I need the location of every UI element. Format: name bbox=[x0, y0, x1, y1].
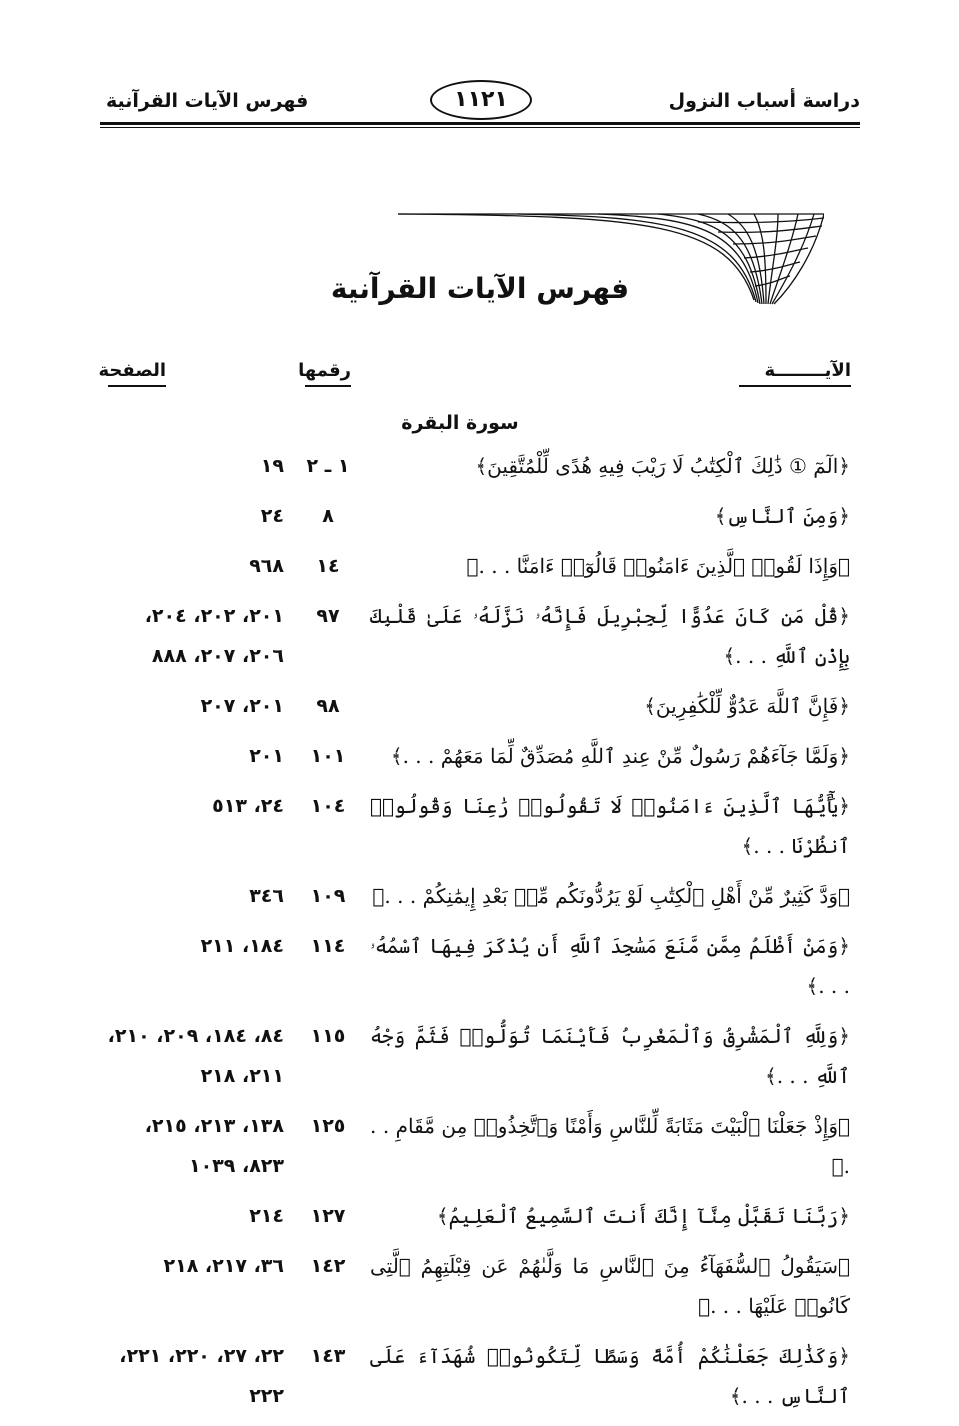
verse-text: ﴿قُلْ مَن كَانَ عَدُوًّا لِّجِبْرِيلَ فَإِنَّهُۥ نَزَّلَهُۥ عَلَىٰ قَلْبِكَ بِإِذْنِ ٱللَّهِ . . .﴾ bbox=[370, 604, 850, 668]
page-references: ٢٢، ٢٧، ٢٢٠، ٢٢١، ٢٢٢ bbox=[119, 1345, 284, 1407]
ayah-number: ٨ bbox=[322, 505, 334, 527]
ayah-number: ١٤ bbox=[316, 555, 340, 577]
column-header-ayah: الآيــــــــة bbox=[739, 360, 851, 387]
index-entry bbox=[100, 686, 860, 726]
page-references: ٢٤، ٥١٣ bbox=[212, 795, 284, 817]
verse-text: ﴿وَلِلَّهِ ٱلْمَشْرِقُ وَٱلْمَغْرِبُ فَأَيْنَمَا تُوَلُّوا۟ فَثَمَّ وَجْهُ ٱللَّهِ . . .﴾ bbox=[370, 1024, 850, 1088]
page-references: ٢٠١، ٢٠٧ bbox=[200, 695, 284, 717]
verse-text: ﴿وَكَذَٰلِكَ جَعَلْنَٰكُمْ أُمَّةً وَسَطًا لِّتَكُونُوا۟ شُهَدَآءَ عَلَى ٱلنَّاسِ . . .﴾ bbox=[370, 1344, 850, 1408]
index-entry bbox=[100, 926, 860, 1006]
page-references: ٢٠١، ٢٠٢، ٢٠٤، ٢٠٦، ٢٠٧، ٨٨٨ bbox=[144, 605, 284, 667]
ayah-number: ١٢٧ bbox=[310, 1205, 346, 1227]
column-header-number: رقمها bbox=[305, 360, 351, 387]
page-references: ٣٦، ٢١٧، ٢١٨ bbox=[163, 1255, 284, 1277]
index-entry bbox=[100, 876, 860, 916]
verse-index-list bbox=[100, 446, 860, 1426]
page-references: ١٣٨، ٢١٣، ٢١٥، ٨٢٣، ١٠٣٩ bbox=[144, 1115, 284, 1177]
page-references: ٨٤، ١٨٤، ٢٠٩، ٢١٠، ٢١١، ٢١٨ bbox=[107, 1025, 284, 1087]
verse-text: ﴿فَإِنَّ ٱللَّهَ عَدُوٌّ لِّلْكَٰفِرِينَ﴾ bbox=[644, 694, 850, 718]
page-references: ١٩ bbox=[260, 455, 284, 477]
verse-text: ﴿وَمِنَ ٱلنَّاسِ﴾ bbox=[714, 504, 850, 528]
page-references: ١٨٤، ٢١١ bbox=[200, 935, 284, 957]
ayah-number: ٩٨ bbox=[316, 695, 340, 717]
ayah-number: ١١٥ bbox=[310, 1025, 346, 1047]
book-title: دراسة أسباب النزول bbox=[668, 90, 860, 112]
ayah-number: ١٢٥ bbox=[310, 1115, 346, 1137]
ayah-number: ٩٧ bbox=[316, 605, 340, 627]
index-entry bbox=[100, 1246, 860, 1326]
column-header-page: الصفحة bbox=[108, 360, 166, 387]
surah-heading: سورة البقرة bbox=[401, 412, 519, 434]
verse-text: ﴿يَٰٓأَيُّهَا ٱلَّذِينَ ءَامَنُوا۟ لَا تَقُولُوا۟ رَٰعِنَا وَقُولُوا۟ ٱنظُرْنَا . . .﴾ bbox=[370, 794, 850, 858]
verse-text: ﴿وَلَمَّا جَآءَهُمْ رَسُولٌ مِّنْ عِندِ ٱللَّهِ مُصَدِّقٌ لِّمَا مَعَهُمْ . . .﴾ bbox=[390, 744, 850, 768]
index-entry bbox=[100, 496, 860, 536]
index-entry bbox=[100, 1196, 860, 1236]
page-references: ٢٠١ bbox=[249, 745, 284, 767]
page-number: ١١٢١ bbox=[430, 80, 532, 120]
ayah-number: ١٤٣ bbox=[310, 1345, 346, 1367]
ayah-number: ١١٤ bbox=[310, 935, 346, 957]
verse-text: ﴿وَمَنْ أَظْلَمُ مِمَّن مَّنَعَ مَسَٰجِدَ ٱللَّهِ أَن يُذْكَرَ فِيهَا ٱسْمُهُۥ . . .﴾ bbox=[370, 934, 850, 998]
verse-text: ﴿وَإِذْ جَعَلْنَا ٱلْبَيْتَ مَثَابَةً لِّلنَّاسِ وَأَمْنًا وَٱتَّخِذُوا۟ مِن مَّقَامِ . . .﴾ bbox=[370, 1114, 850, 1178]
index-entry bbox=[100, 1336, 860, 1416]
ayah-number: ١٠٤ bbox=[310, 795, 346, 817]
page-header bbox=[100, 80, 860, 130]
verse-text: ﴿رَبَّنَا تَقَبَّلْ مِنَّآ إِنَّكَ أَنتَ ٱلسَّمِيعُ ٱلْعَلِيمُ﴾ bbox=[436, 1204, 850, 1228]
page-references: ٩٦٨ bbox=[249, 555, 284, 577]
ayah-number: ١٠٩ bbox=[310, 885, 346, 907]
page-references: ٢٤ bbox=[260, 505, 284, 527]
index-entry bbox=[100, 786, 860, 866]
ayah-number: ١٤٢ bbox=[310, 1255, 346, 1277]
index-entry bbox=[100, 1016, 860, 1096]
section-title: فهرس الآيات القرآنية bbox=[106, 90, 309, 112]
index-entry bbox=[100, 736, 860, 776]
verse-text: ﴿وَدَّ كَثِيرٌ مِّنْ أَهْلِ ٱلْكِتَٰبِ لَوْ يَرُدُّونَكُم مِّنۢ بَعْدِ إِيمَٰنِكُمْ . . .﴾ bbox=[372, 884, 850, 908]
index-entry bbox=[100, 596, 860, 676]
ayah-number: ١ ـ ٢ bbox=[306, 455, 350, 477]
index-entry bbox=[100, 446, 860, 486]
verse-text: ﴿وَإِذَا لَقُوا۟ ٱلَّذِينَ ءَامَنُوا۟ قَالُوٓا۟ ءَامَنَّا . . .﴾ bbox=[466, 554, 850, 578]
index-entry bbox=[100, 1106, 860, 1186]
index-title: فهرس الآيات القرآنية bbox=[330, 272, 630, 305]
index-entry bbox=[100, 546, 860, 586]
verse-text: ﴿سَيَقُولُ ٱلسُّفَهَآءُ مِنَ ٱلنَّاسِ مَا وَلَّىٰهُمْ عَن قِبْلَتِهِمُ ٱلَّتِى كَانُوا۟ عَلَيْهَا . . .﴾ bbox=[370, 1254, 850, 1318]
ayah-number: ١٠١ bbox=[310, 745, 346, 767]
page-references: ٢١٤ bbox=[249, 1205, 284, 1227]
header-rule bbox=[100, 122, 860, 128]
page-references: ٣٤٦ bbox=[249, 885, 284, 907]
verse-text: ﴿الٓمٓ ① ذَٰلِكَ ٱلْكِتَٰبُ لَا رَيْبَ فِيهِ هُدًى لِّلْمُتَّقِينَ﴾ bbox=[475, 454, 850, 478]
